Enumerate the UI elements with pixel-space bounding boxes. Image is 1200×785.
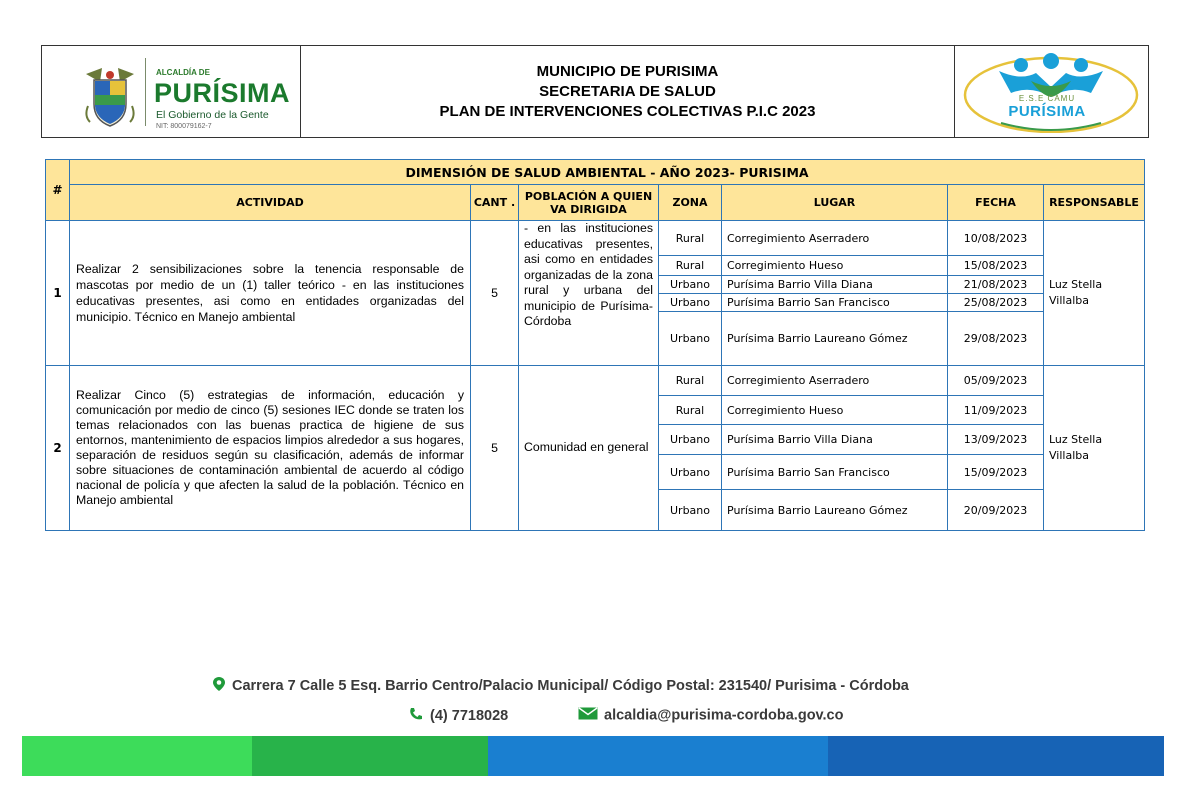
row-cant: 5 — [471, 221, 519, 366]
event-zona: Urbano — [659, 276, 722, 294]
footer-bar-dark-blue — [828, 736, 1164, 776]
event-zona: Rural — [659, 256, 722, 276]
event-lugar: Purísima Barrio San Francisco — [722, 455, 948, 490]
dimension-title: DIMENSIÓN DE SALUD AMBIENTAL - AÑO 2023- PURISIMA — [70, 160, 1145, 185]
footer-phone — [408, 707, 508, 725]
event-lugar: Purísima Barrio Laureano Gómez — [722, 312, 948, 366]
logo-alcaldia-label: ALCALDÍA DE — [156, 68, 210, 77]
event-zona: Urbano — [659, 312, 722, 366]
header-hash: # — [46, 160, 70, 221]
event-fecha: 05/09/2023 — [948, 366, 1044, 396]
logo-divider — [145, 58, 146, 126]
title-line-plan: PLAN DE INTERVENCIONES COLECTIVAS P.I.C 2023 — [439, 102, 816, 120]
row-poblacion: Comunidad en general — [519, 366, 659, 531]
event-fecha: 21/08/2023 — [948, 276, 1044, 294]
table-row — [46, 366, 1145, 396]
header-responsable: RESPONSABLE — [1044, 185, 1145, 221]
event-zona: Rural — [659, 221, 722, 256]
coat-of-arms-icon — [80, 66, 140, 128]
camu-ese-label: E.S.E CAMU — [1018, 94, 1076, 103]
header-fecha: FECHA — [948, 185, 1044, 221]
row-number: 1 — [46, 221, 70, 366]
event-zona: Urbano — [659, 294, 722, 312]
footer-bar-green — [252, 736, 488, 776]
footer-address — [212, 676, 909, 696]
row-responsable: Luz Stella Villalba — [1044, 366, 1145, 531]
footer-bar-light-green — [22, 736, 252, 776]
row-actividad: Realizar Cinco (5) estrategias de información, educación y comunicación por medio de cinco (5) sesiones IEC donde se traten los temas relacionados con las buenas practica de higiene de sus entornos, mantenimiento de espacios limpios alrededor a sus hogares, separación de residuos según su clasificación, además de informar sobre situaciones de contaminación ambiental de acuerdo al código nacional de policía y que afecten la salud de la población. Técnico en Manejo ambiental — [70, 366, 471, 531]
footer-color-bars — [22, 736, 1164, 776]
camu-emblem-icon — [961, 51, 1141, 133]
location-pin-icon — [212, 676, 226, 696]
event-lugar: Corregimiento Aserradero — [722, 221, 948, 256]
event-lugar: Purísima Barrio San Francisco — [722, 294, 948, 312]
footer-bar-blue — [488, 736, 828, 776]
event-zona: Urbano — [659, 425, 722, 455]
phone-icon — [408, 707, 424, 725]
event-lugar: Corregimiento Aserradero — [722, 366, 948, 396]
title-line-municipio: MUNICIPIO DE PURISIMA — [536, 62, 719, 80]
event-zona: Rural — [659, 366, 722, 396]
header-poblacion: POBLACIÓN A QUIEN VA DIRIGIDA — [519, 185, 659, 221]
footer-email-text: alcaldia@purisima-cordoba.gov.co — [604, 707, 844, 724]
event-fecha: 15/08/2023 — [948, 256, 1044, 276]
event-lugar: Corregimiento Hueso — [722, 396, 948, 425]
event-fecha: 25/08/2023 — [948, 294, 1044, 312]
header-zona: ZONA — [659, 185, 722, 221]
document-header — [41, 45, 1149, 138]
event-zona: Urbano — [659, 490, 722, 531]
header-cant: CANT . — [471, 185, 519, 221]
row-responsable: Luz Stella Villalba — [1044, 221, 1145, 366]
envelope-icon — [578, 707, 598, 724]
event-fecha: 13/09/2023 — [948, 425, 1044, 455]
row-actividad: Realizar 2 sensibilizaciones sobre la tenencia responsable de mascotas por medio de un (1) taller teórico - en las instituciones educativas presentes, asi como en entidades organizadas del municipio. Técnico en Manejo ambiental — [70, 221, 471, 366]
alcaldia-logo — [42, 46, 301, 137]
intervention-table — [45, 159, 1144, 531]
camu-purisima-label: PURÍSIMA — [1008, 103, 1086, 120]
event-fecha: 29/08/2023 — [948, 312, 1044, 366]
row-number: 2 — [46, 366, 70, 531]
event-lugar: Purísima Barrio Villa Diana — [722, 276, 948, 294]
logo-purisima-label: PURÍSIMA — [154, 78, 291, 108]
footer-phone-text: (4) 7718028 — [430, 707, 509, 724]
row-cant: 5 — [471, 366, 519, 531]
event-fecha: 10/08/2023 — [948, 221, 1044, 256]
camu-logo — [955, 46, 1148, 137]
logo-slogan: El Gobierno de la Gente — [156, 109, 269, 121]
row-poblacion: - en las instituciones educativas presentes, asi como en entidades organizadas de la zona rural y urbana del municipio de Purísima-Córdoba — [519, 221, 659, 366]
event-lugar: Purísima Barrio Laureano Gómez — [722, 490, 948, 531]
header-lugar: LUGAR — [722, 185, 948, 221]
header-actividad: ACTIVIDAD — [70, 185, 471, 221]
footer-address-text: Carrera 7 Calle 5 Esq. Barrio Centro/Palacio Municipal/ Código Postal: 231540/ Purisima - Córdoba — [232, 677, 909, 694]
event-zona: Urbano — [659, 455, 722, 490]
logo-nit: NIT: 800079162-7 — [156, 123, 212, 130]
table-row — [46, 221, 1145, 256]
event-zona: Rural — [659, 396, 722, 425]
event-lugar: Purísima Barrio Villa Diana — [722, 425, 948, 455]
event-fecha: 15/09/2023 — [948, 455, 1044, 490]
event-fecha: 11/09/2023 — [948, 396, 1044, 425]
event-fecha: 20/09/2023 — [948, 490, 1044, 531]
footer-email — [578, 707, 843, 724]
event-lugar: Corregimiento Hueso — [722, 256, 948, 276]
document-title — [301, 46, 955, 137]
title-line-secretaria: SECRETARIA DE SALUD — [539, 82, 716, 100]
